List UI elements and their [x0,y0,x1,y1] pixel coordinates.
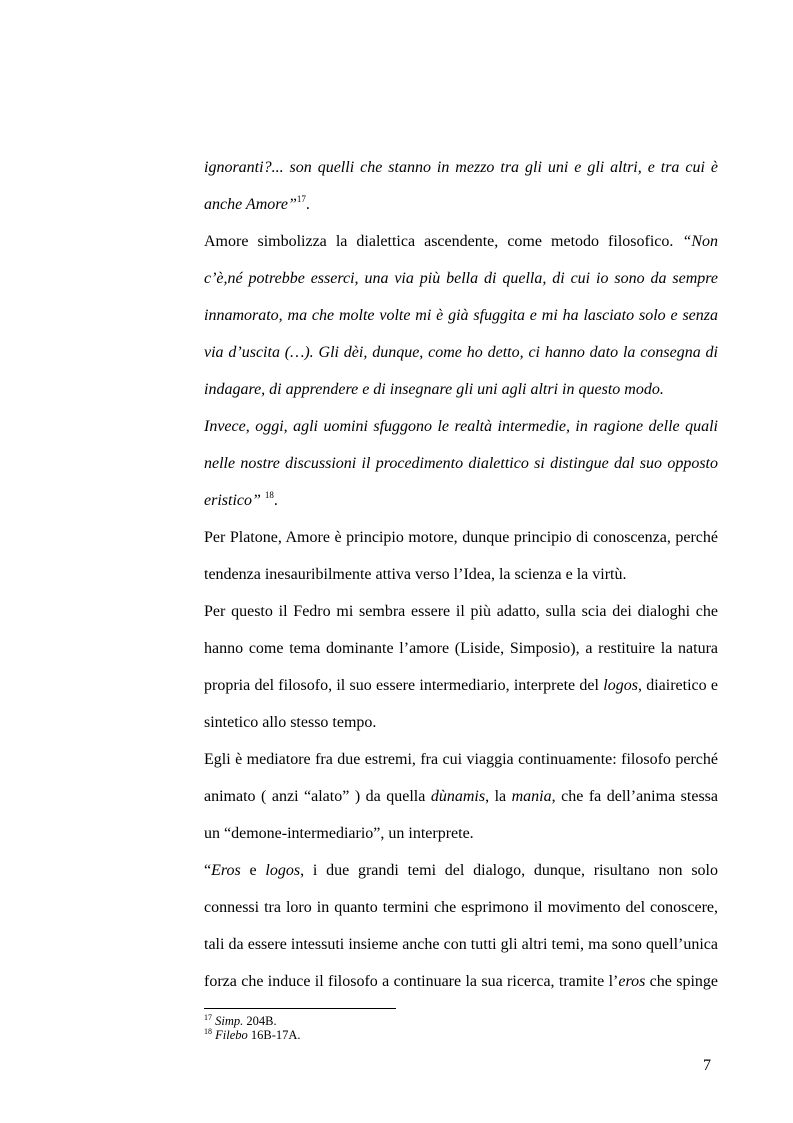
text-line [204,704,718,741]
body-text [204,149,718,1000]
text-line [204,667,718,704]
italic-text: Invece, oggi, agli uomini sfuggono le realtà intermedie, in ragione delle quali [204,418,718,435]
text-run: Per questo il Fedro mi sembra essere il più adatto, sulla scia dei dialoghi che [204,603,718,620]
footnote-reference: 18 [204,1027,212,1036]
text-line [204,741,718,778]
text-run: Amore simbolizza la dialettica ascendente, come metodo filosofico. [204,233,683,250]
text-line [204,186,718,223]
italic-text: logos [603,677,638,694]
text-run: e [240,862,266,879]
text-run: tali da essere intessuti insieme anche con tutti gli altri temi, ma sono quell’unica [204,936,718,953]
text-run: propria del filosofo, il suo essere intermediario, interprete del [204,677,604,694]
text-run: 16B-17A. [247,1028,301,1042]
text-run: che spinge [645,973,718,990]
text-line [204,519,718,556]
italic-text: Filebo [215,1028,248,1042]
text-line [204,445,718,482]
text-line [204,334,718,371]
italic-text: anche Amore [204,196,288,213]
text-run: forza che induce il filosofo a continuare la sua ricerca, tramite l’ [204,973,619,990]
italic-text: via d’uscita (…). Gli dèi, dunque, come ho detto, ci hanno dato la consegna di [204,344,718,361]
text-run: Egli è mediatore fra due estremi, fra cui viaggia continuamente: filosofo perché [204,751,718,768]
text-line [204,889,718,926]
italic-text: dùnamis [430,788,486,805]
footnotes [204,1014,301,1042]
text-run: animato ( anzi “alato” ) da quella [204,788,431,805]
text-line [204,556,718,593]
text-run: . [273,492,278,509]
text-line [204,223,718,260]
italic-text: indagare, di apprendere e di insegnare gli uni agli altri in questo modo. [204,381,664,398]
text-line [204,963,718,1000]
text-run: , che fa dell’anima stessa [551,788,718,805]
text-line [204,260,718,297]
text-run: , la [485,788,512,805]
text-line [204,149,718,186]
text-run: 204B. [243,1014,277,1028]
italic-text: Eros [211,862,241,879]
text-run: . [305,196,310,213]
text-run: sintetico allo stesso tempo. [204,714,377,731]
footnote [204,1028,301,1042]
italic-text: ignoranti?... son quelli che stanno in mezzo tra gli uni e gli altri, e tra cui è [204,159,718,176]
text-line [204,297,718,334]
text-line [204,815,718,852]
text-line [204,593,718,630]
italic-text: Simp. [215,1014,244,1028]
text-line [204,926,718,963]
text-run: tendenza inesauribilmente attiva verso l’Idea, la scienza e la virtù. [204,566,627,583]
italic-text: “Non [682,233,718,250]
page-number: 7 [703,1057,711,1074]
footnote-reference: 17 [296,194,306,204]
italic-text: ” [287,196,297,213]
text-line [204,371,718,408]
text-run: “ [204,862,212,879]
italic-text: logos [265,862,301,879]
text-run: , diairetico e [637,677,719,694]
text-line [204,778,718,815]
footnote-separator [204,1008,396,1009]
italic-text: innamorato, ma che molte volte mi è già sfuggita e mi ha lasciato solo e senza [204,307,718,324]
italic-text: eristico” [204,492,265,509]
text-run: un “demone-intermediario”, un interprete. [204,825,474,842]
footnote-reference: 17 [204,1013,212,1022]
footnote [204,1014,301,1028]
italic-text: c’è,né potrebbe esserci, una via più bella di quella, di cui io sono da sempre [204,270,718,287]
italic-text: nelle nostre discussioni il procedimento dialettico si distingue dal suo opposto [204,455,718,472]
italic-text: eros [618,973,646,990]
text-line [204,852,718,889]
text-run: Per Platone, Amore è principio motore, dunque principio di conoscenza, perché [204,529,718,546]
text-line [204,630,718,667]
text-run: connessi tra loro in quanto termini che esprimono il movimento del conoscere, [204,899,718,916]
text-run: hanno come tema dominante l’amore (Liside, Simposio), a restituire la natura [204,640,718,657]
footnote-reference: 18 [264,490,274,500]
text-run: , i due grandi temi del dialogo, dunque, risultano non solo [300,862,718,879]
text-line [204,482,718,519]
italic-text: mania [511,788,552,805]
text-line [204,408,718,445]
